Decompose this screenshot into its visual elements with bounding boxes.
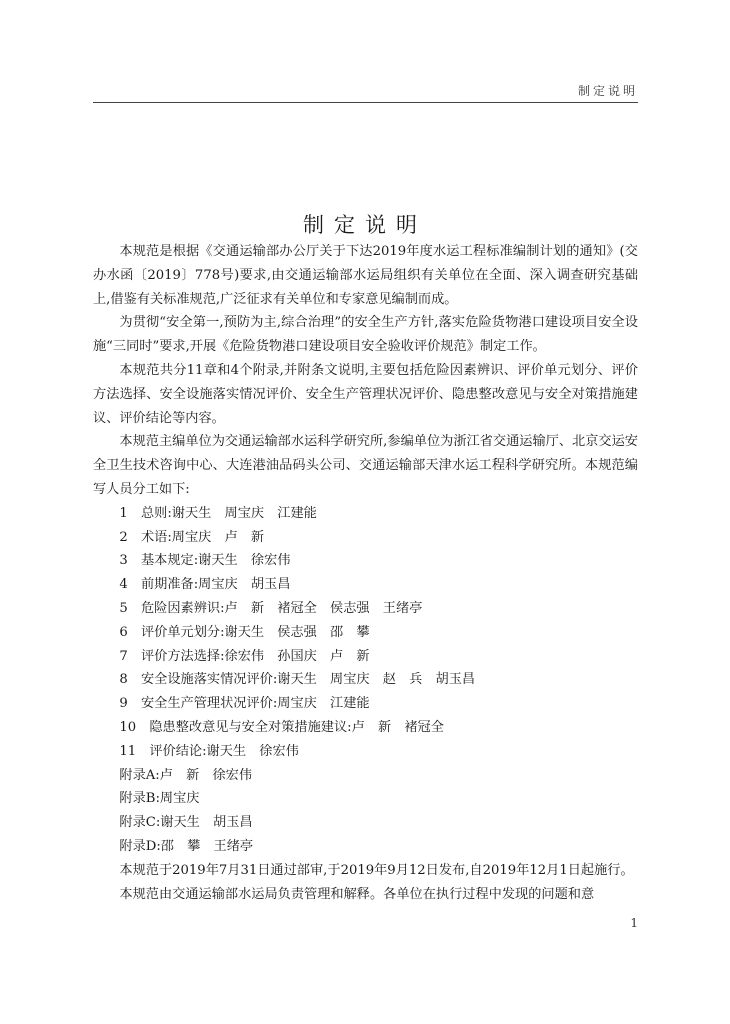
paragraph-management: 本规范由交通运输部水运局负责管理和解释。各单位在执行过程中发现的问题和意: [119, 886, 595, 902]
paragraph-purpose: 为贯彻“安全第一,预防为主,综合治理”的安全生产方针,落实危险货物港口建设项目安全设施“三同时”要求,开展《危险货物港口建设项目安全验收评价规范》制定工作。: [93, 315, 638, 355]
appendix-item: 附录A:卢 新 徐宏伟: [119, 767, 253, 783]
paragraph-basis: 本规范是根据《交通运输部办公厅关于下达2019年度水运工程标准编制计划的通知》(交办水函〔2019〕778号)要求,由交通运输部水运局组织有关单位在全面、深入调查研究基础上,借鉴有关标准规范,广泛征求有关单位和专家意见编制而成。: [93, 244, 638, 307]
paragraph-approval: 本规范于2019年7月31日通过部审,于2019年9月12日发布,自2019年12月1日起施行。: [119, 862, 634, 878]
appendix-item: 附录B:周宝庆: [119, 791, 200, 807]
assignment-item: 9 安全生产管理状况评价:周宝庆 江建能: [119, 696, 370, 712]
assignment-item: 4 前期准备:周宝庆 胡玉昌: [119, 577, 291, 593]
appendix-item: 附录D:邵 攀 王绪亭: [119, 838, 254, 854]
page-title: 制定说明: [303, 213, 427, 238]
assignment-item: 5 危险因素辨识:卢 新 褚冠全 侯志强 王绪亭: [119, 600, 423, 616]
body-text: [93, 240, 638, 906]
assignment-item: 6 评价单元划分:谢天生 侯志强 邵 攀: [119, 624, 370, 640]
assignment-item: 2 术语:周宝庆 卢 新: [119, 529, 265, 545]
paragraph-units: 本规范主编单位为交通运输部水运科学研究所,参编单位为浙江省交通运输厅、北京交运安全卫生技术咨询中心、大连港油品码头公司、交通运输部天津水运工程科学研究所。本规范编写人员分工如下:: [93, 434, 638, 497]
assignment-item: 3 基本规定:谢天生 徐宏伟: [119, 553, 291, 569]
assignment-item: 1 总则:谢天生 周宝庆 江建能: [119, 505, 317, 521]
assignment-item: 8 安全设施落实情况评价:谢天生 周宝庆 赵 兵 胡玉昌: [119, 672, 476, 688]
paragraph-contents: 本规范共分11章和4个附录,并附条文说明,主要包括危险因素辨识、评价单元划分、评价方法选择、安全设施落实情况评价、安全生产管理状况评价、隐患整改意见与安全对策措施建议、评价结论等内容。: [93, 362, 638, 426]
appendix-item: 附录C:谢天生 胡玉昌: [119, 815, 253, 831]
assignment-item: 10 隐患整改意见与安全对策措施建议:卢 新 褚冠全: [119, 719, 444, 735]
header-rule: [93, 102, 638, 103]
assignment-item: 11 评价结论:谢天生 徐宏伟: [119, 743, 299, 759]
assignment-item: 7 评价方法选择:徐宏伟 孙国庆 卢 新: [119, 648, 370, 664]
page-number: 1: [630, 916, 638, 930]
running-head: 制定说明: [577, 84, 638, 98]
